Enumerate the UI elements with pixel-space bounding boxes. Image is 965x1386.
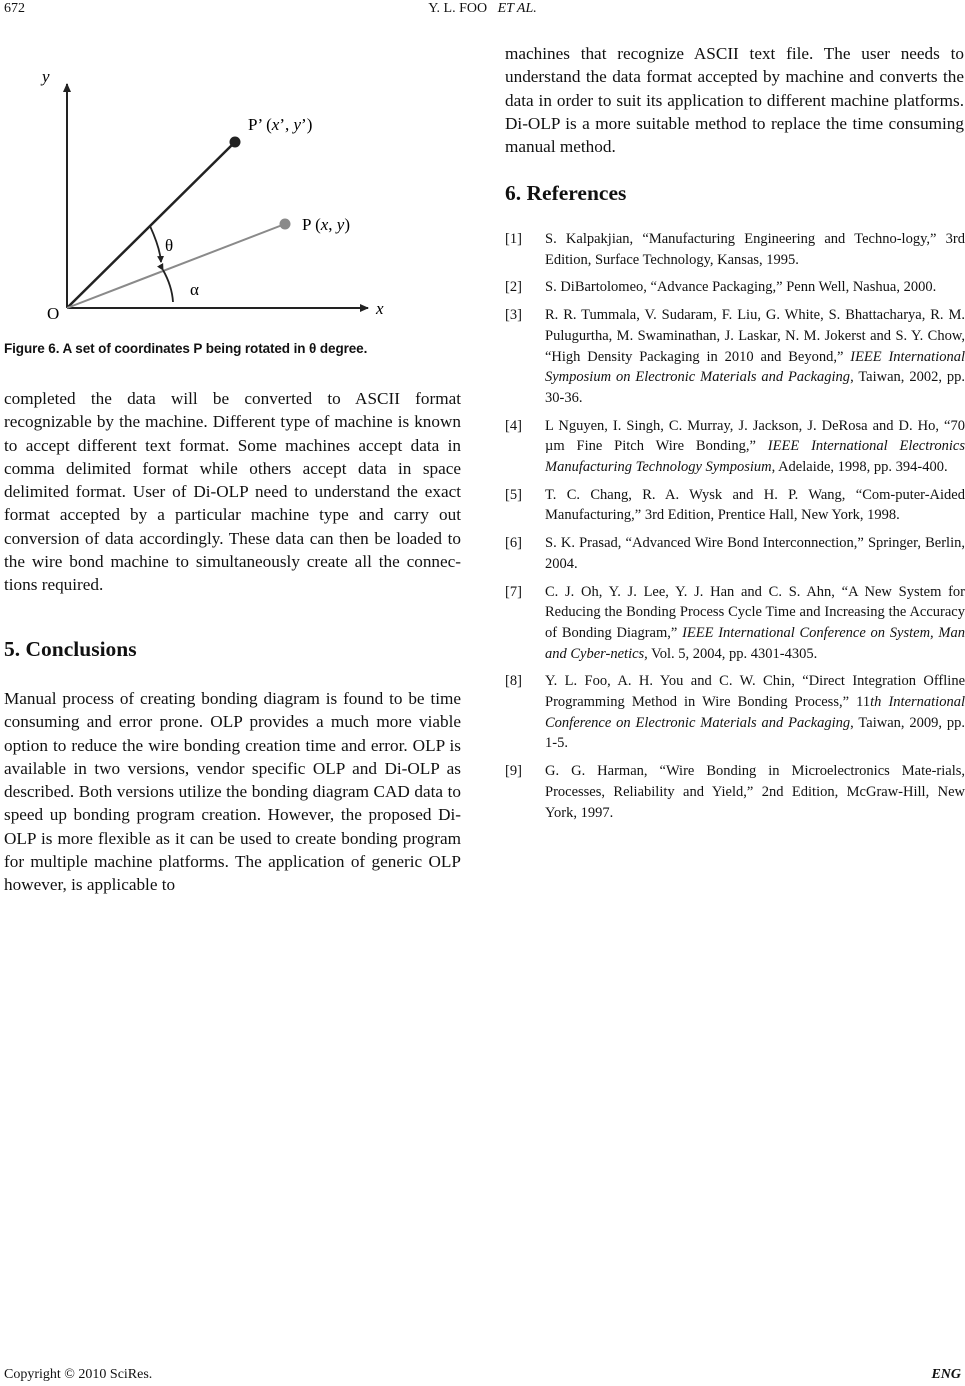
alpha-label: α [190,280,199,299]
reference-item [505,533,965,574]
reference-item [505,485,965,526]
references-heading: 6. References [505,181,627,205]
footer-copyright: Copyright © 2010 SciRes. [4,1367,153,1382]
reference-text: S. Kalpakjian, “Manufacturing Engineering and Techno-logy,” 3rd Edition, Surface Technology, Kansas, 1995. [545,231,965,268]
reference-number: [6] [505,535,522,552]
reference-number: [2] [505,279,522,296]
figure-caption: Figure 6. A set of coordinates P being rotated in θ degree. [4,341,368,356]
footer-journal: ENG [931,1367,961,1382]
origin-label: O [47,304,60,323]
reference-text: C. J. Oh, Y. J. Lee, Y. J. Han and C. S. Ahn, “A New System for Reducing the Bonding Process Cycle Time and Increasing the Accuracy of Bonding Diagram,” IEEE International Conference on System, Man and Cyber-netics, Vol. 5, 2004, pp. 4301-4305. [545,583,965,662]
line-op [67,224,285,308]
reference-text: R. R. Tummala, V. Sudaram, F. Liu, G. White, S. Bhattacharya, R. M. Pulugurtha, M. Swaminathan, J. Laskar, N. M. Jokerst and S. Y. Chow, “High Density Packaging in 2010 and Beyond,” IEEE International Symposium on Electronic Materials and Packaging, Taiwan, 2002, pp. 30-36. [545,307,965,406]
conclusions-heading: 5. Conclusions [4,637,137,661]
right-column-paragraph [505,42,964,158]
reference-text: G. G. Harman, “Wire Bonding in Microelectronics Mate-rials, Processes, Reliability and Yield,” 2nd Edition, McGraw-Hill, New York, 1997. [545,763,965,821]
reference-item [505,305,965,409]
x-axis-label: x [376,299,384,318]
reference-number: [8] [505,673,522,690]
y-axis-label: y [42,67,50,86]
reference-item [505,582,965,665]
conclusions-paragraph: Manual process of creating bonding diagram is found to be time consuming and error prone. OLP provides a much more viable option to reduce the wire bonding creation time and error. OLP is available in two versions, vendor specific OLP and Di-OLP as described. Both versions utilize the bonding diagram CAD data to speed up bonding program creation. However, the proposed Di-OLP is more flexible as it can be used to create bonding program for multiple machine platforms. The application of generic OLP however, is applicable to [4,689,461,895]
reference-number: [3] [505,307,522,324]
reference-text: T. C. Chang, R. A. Wysk and H. P. Wang, “Com-puter-Aided Manufacturing,” 3rd Edition, Prentice Hall, New York, 1998. [545,486,965,524]
reference-number: [4] [505,417,522,434]
reference-item [505,416,965,478]
body-paragraph: completed the data will be converted to ASCII format recognizable by the machine. Different type of machine is known to accept different text format. Some machines accept data in comma delimited format while others accept data in space delimited format. User of Di-OLP need to understand the exact format accepted by a particular machine type and carry out conversion of data accordingly. These data can then be loaded to the wire bond machine to simultaneously create all the connec-tions required. [4,389,461,595]
conclusions-section [4,687,461,897]
references-list [505,229,965,830]
theta-label: θ [165,236,174,255]
reference-number: [5] [505,486,522,503]
reference-number: [9] [505,763,522,780]
running-header [0,1,965,17]
body-paragraph: machines that recognize ASCII text file. The user needs to understand the data format accepted by machine and converts the data in order to suit its application to different machine platforms. Di-OLP is a more suitable method to replace the time consuming manual method. [505,44,964,157]
reference-text: S. DiBartolomeo, “Advance Packaging,” Penn Well, Nashua, 2000. [545,279,937,296]
running-header-authors: Y. L. FOO [428,1,488,16]
reference-number: [7] [505,583,522,600]
reference-text: Y. L. Foo, A. H. You and C. W. Chin, “Direct Integration Offline Programming Method in Wire Bonding Process,” 11th International Conference on Electronic Materials and Packaging, Taiwan, 2009, pp. 1-5. [545,673,965,752]
alpha-arc [163,270,173,302]
left-column-paragraph [4,387,461,597]
running-header-et-al: ET AL. [497,1,537,16]
reference-item [505,671,965,754]
reference-text: L Nguyen, I. Singh, C. Murray, J. Jackson, J. DeRosa and D. Ho, “70 µm Fine Pitch Wire Bonding,” IEEE International Electronics Manufacturing Technology Symposium, Adelaide, 1998, pp. 394-400. [545,417,965,476]
line-op-prime [67,142,235,308]
theta-arc [150,226,161,262]
reference-item [505,761,965,823]
reference-text: S. K. Prasad, “Advanced Wire Bond Interconnection,” Springer, Berlin, 2004. [545,535,965,572]
p-label: P (x, y) [302,215,351,234]
reference-number: [1] [505,231,522,247]
reference-item [505,277,965,298]
rotation-figure [0,60,460,330]
reference-item [505,229,965,270]
page-number: 672 [4,1,25,16]
point-p-prime [230,137,241,148]
point-p [280,219,291,230]
p-prime-label: P’ (x’, y’) [248,115,313,134]
